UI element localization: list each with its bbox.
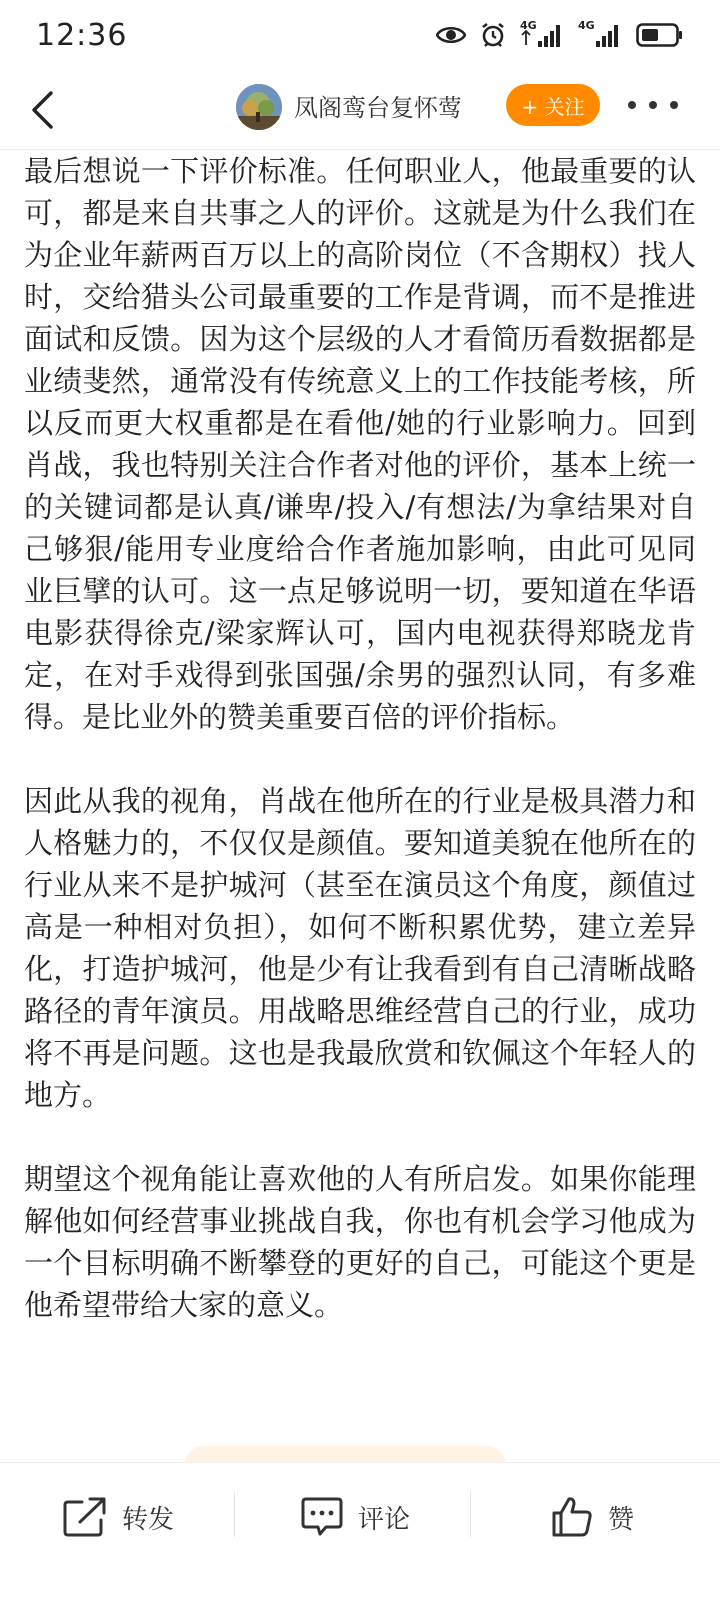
more-dot-icon	[649, 101, 657, 109]
author-avatar[interactable]	[236, 84, 282, 130]
like-label: 赞	[608, 1504, 635, 1535]
follow-button[interactable]: + 关注	[506, 84, 600, 126]
comment-label: 评论	[358, 1504, 411, 1535]
alarm-icon	[480, 22, 506, 48]
paragraph-gap	[24, 1116, 696, 1158]
paragraph-gap	[24, 738, 696, 780]
thumbs-up-icon	[550, 1495, 594, 1539]
status-icons	[436, 21, 684, 49]
signal-icon-1	[520, 21, 564, 49]
share-label: 转发	[122, 1504, 175, 1535]
more-dot-icon	[628, 101, 636, 109]
status-time: 12:36	[36, 17, 128, 53]
avatar-image-icon	[236, 84, 282, 130]
article-paragraph-2: 因此从我的视角，肖战在他所在的行业是极具潜力和人格魅力的，不仅仅是颜值。要知道美貌在他所在的行业从来不是护城河（甚至在演员这个角度，颜值过高是一种相对负担），如何不断积累优势，建立差异化，打造护城河，他是少有让我看到有自己清晰战略路径的青年演员。用战略思维经营自己的行业，成功将不再是问题。这也是我最欣赏和钦佩这个年轻人的地方。	[24, 784, 696, 1112]
back-button[interactable]	[22, 86, 62, 134]
author-name[interactable]: 凤阁鸾台复怀莺	[294, 94, 462, 122]
article-content	[24, 150, 696, 1450]
comment-icon	[300, 1496, 344, 1538]
more-dot-icon	[670, 101, 678, 109]
action-divider	[234, 1491, 235, 1537]
like-button[interactable]	[550, 1493, 634, 1541]
eye-icon	[436, 24, 466, 46]
share-icon	[62, 1496, 108, 1538]
share-button[interactable]	[62, 1493, 174, 1541]
network-type-1: 4G	[520, 19, 537, 32]
back-arrow-icon	[29, 90, 55, 130]
nav-bar	[0, 70, 720, 150]
battery-icon	[636, 22, 684, 48]
comment-button[interactable]	[300, 1493, 410, 1541]
more-options-button[interactable]	[628, 90, 678, 120]
action-divider	[470, 1491, 471, 1537]
network-type-2: 4G	[578, 19, 595, 32]
signal-icon-2	[578, 21, 622, 49]
status-bar	[0, 0, 720, 70]
bottom-action-bar	[0, 1462, 720, 1600]
article-paragraph-3: 期望这个视角能让喜欢他的人有所启发。如果你能理解他如何经营事业挑战自我，你也有机会学习他成为一个目标明确不断攀登的更好的自己，可能这个更是他希望带给大家的意义。	[24, 1162, 696, 1322]
article-paragraph-1: 最后想说一下评价标准。任何职业人，他最重要的认可，都是来自共事之人的评价。这就是为什么我们在为企业年薪两百万以上的高阶岗位（不含期权）找人时，交给猎头公司最重要的工作是背调，而不是推进面试和反馈。因为这个层级的人才看简历看数据都是业绩斐然，通常没有传统意义上的工作技能考核，所以反而更大权重都是在看他/她的行业影响力。回到肖战，我也特别关注合作者对他的评价，基本上统一的关键词都是认真/谦卑/投入/有想法/为拿结果对自己够狠/能用专业度给合作者施加影响，由此可见同业巨擘的认可。这一点足够说明一切，要知道在华语电影获得徐克/梁家辉认可，国内电视获得郑晓龙肯定，在对手戏得到张国强/余男的强烈认同，有多难得。是比业外的赞美重要百倍的评价指标。	[24, 154, 696, 734]
